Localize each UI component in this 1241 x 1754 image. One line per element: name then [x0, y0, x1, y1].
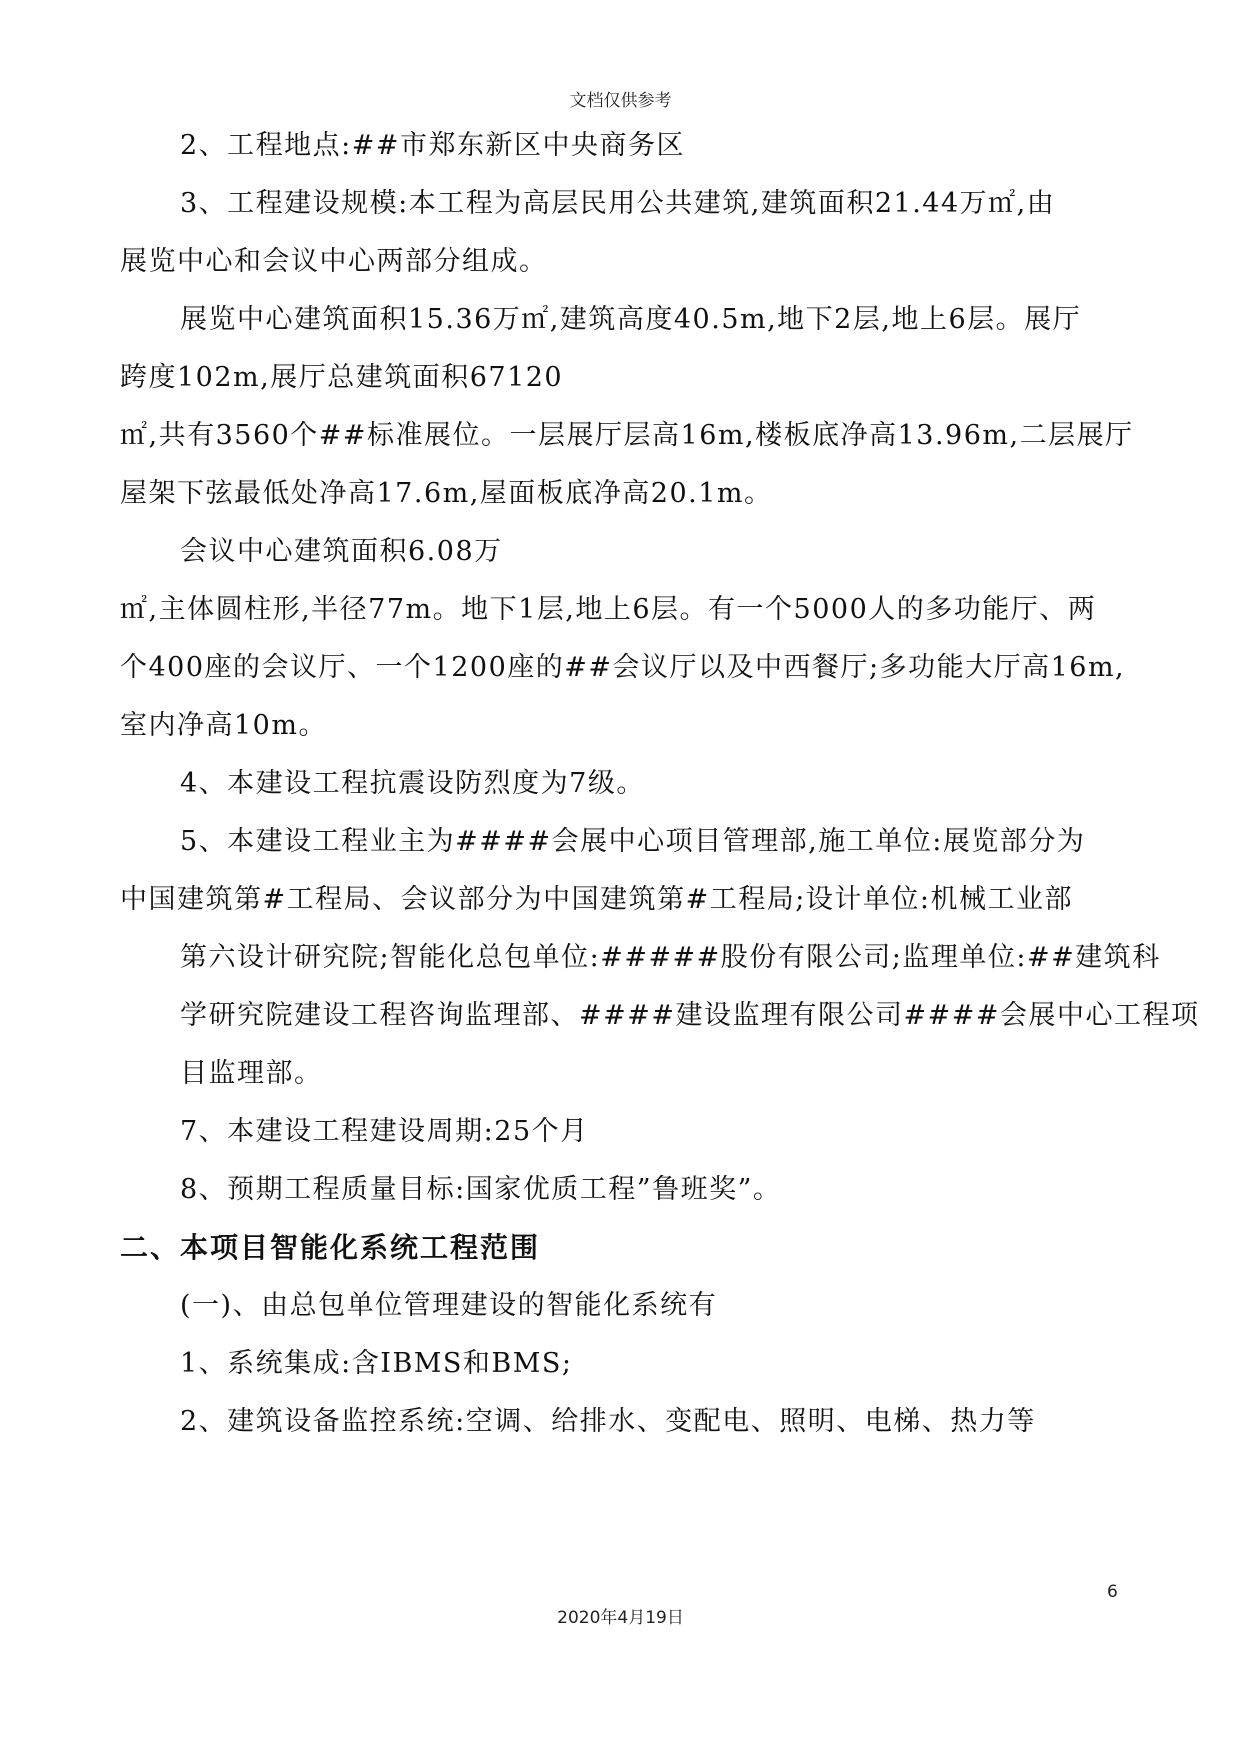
text-line: 2、工程地点:##市郑东新区中央商务区 — [180, 130, 686, 161]
document-body — [120, 128, 1200, 1440]
subsection-heading — [120, 1288, 1120, 1324]
text-line: 1、系统集成:含IBMS和BMS; — [180, 1348, 573, 1379]
text-line: 2、建筑设备监控系统:空调、给排水、变配电、照明、电梯、热力等 — [180, 1406, 1036, 1437]
footer-date: 2020年4月19日 — [557, 1608, 684, 1628]
text-line: 目监理部。 — [180, 1058, 323, 1089]
text-line: 会议中心建筑面积6.08万 — [180, 536, 503, 567]
list-item — [120, 1346, 1120, 1382]
paragraph-exhibition-cont — [120, 418, 1134, 512]
text-line: 第六设计研究院;智能化总包单位:#####股份有限公司;监理单位:##建筑科 — [180, 942, 1161, 973]
paragraph-scale — [120, 186, 1120, 280]
paragraph-conference — [120, 534, 1120, 570]
paragraph-parties — [120, 824, 1200, 1092]
paragraph-period — [120, 1114, 1120, 1150]
text-line: 室内净高10m。 — [120, 710, 327, 741]
paragraph-exhibition — [120, 302, 1120, 396]
text-line: 8、预期工程质量目标:国家优质工程”鲁班奖”。 — [180, 1174, 782, 1205]
document-header: 文档仅供参考 — [569, 91, 672, 111]
text-line: 3、工程建设规模:本工程为高层民用公共建筑,建筑面积21.44万㎡,由 — [180, 188, 1056, 219]
section-heading: 二、本项目智能化系统工程范围 — [120, 1231, 541, 1264]
paragraph-quality-goal — [120, 1172, 1120, 1208]
text-line: 跨度102m,展厅总建筑面积67120 — [120, 362, 564, 393]
paragraph-seismic — [120, 766, 1120, 802]
paragraph-location — [120, 128, 1120, 164]
text-line: 5、本建设工程业主为####会展中心项目管理部,施工单位:展览部分为 — [180, 826, 1086, 857]
text-line: (一)、由总包单位管理建设的智能化系统有 — [180, 1290, 718, 1321]
text-line: 个400座的会议厅、一个1200座的##会议厅以及中西餐厅;多功能大厅高16m, — [120, 652, 1126, 683]
page-number: 6 — [1107, 1582, 1118, 1602]
text-line: ㎡,主体圆柱形,半径77m。地下1层,地上6层。有一个5000人的多功能厅、两 — [120, 594, 1097, 625]
text-line: 屋架下弦最低处净高17.6m,屋面板底净高20.1m。 — [120, 478, 773, 509]
text-line: 4、本建设工程抗震设防烈度为7级。 — [180, 768, 645, 799]
paragraph-conference-cont — [120, 592, 1126, 744]
text-line: 7、本建设工程建设周期:25个月 — [180, 1116, 589, 1147]
text-line: 中国建筑第#工程局、会议部分为中国建筑第#工程局;设计单位:机械工业部 — [120, 884, 1073, 915]
text-line: 学研究院建设工程咨询监理部、####建设监理有限公司####会展中心工程项 — [180, 1000, 1200, 1031]
text-line: 展览中心和会议中心两部分组成。 — [120, 246, 548, 277]
text-line: ㎡,共有3560个##标准展位。一层展厅层高16m,楼板底净高13.96m,二层展厅 — [120, 420, 1134, 451]
list-item — [120, 1404, 1120, 1440]
text-line: 展览中心建筑面积15.36万㎡,建筑高度40.5m,地下2层,地上6层。展厅 — [180, 304, 1082, 335]
